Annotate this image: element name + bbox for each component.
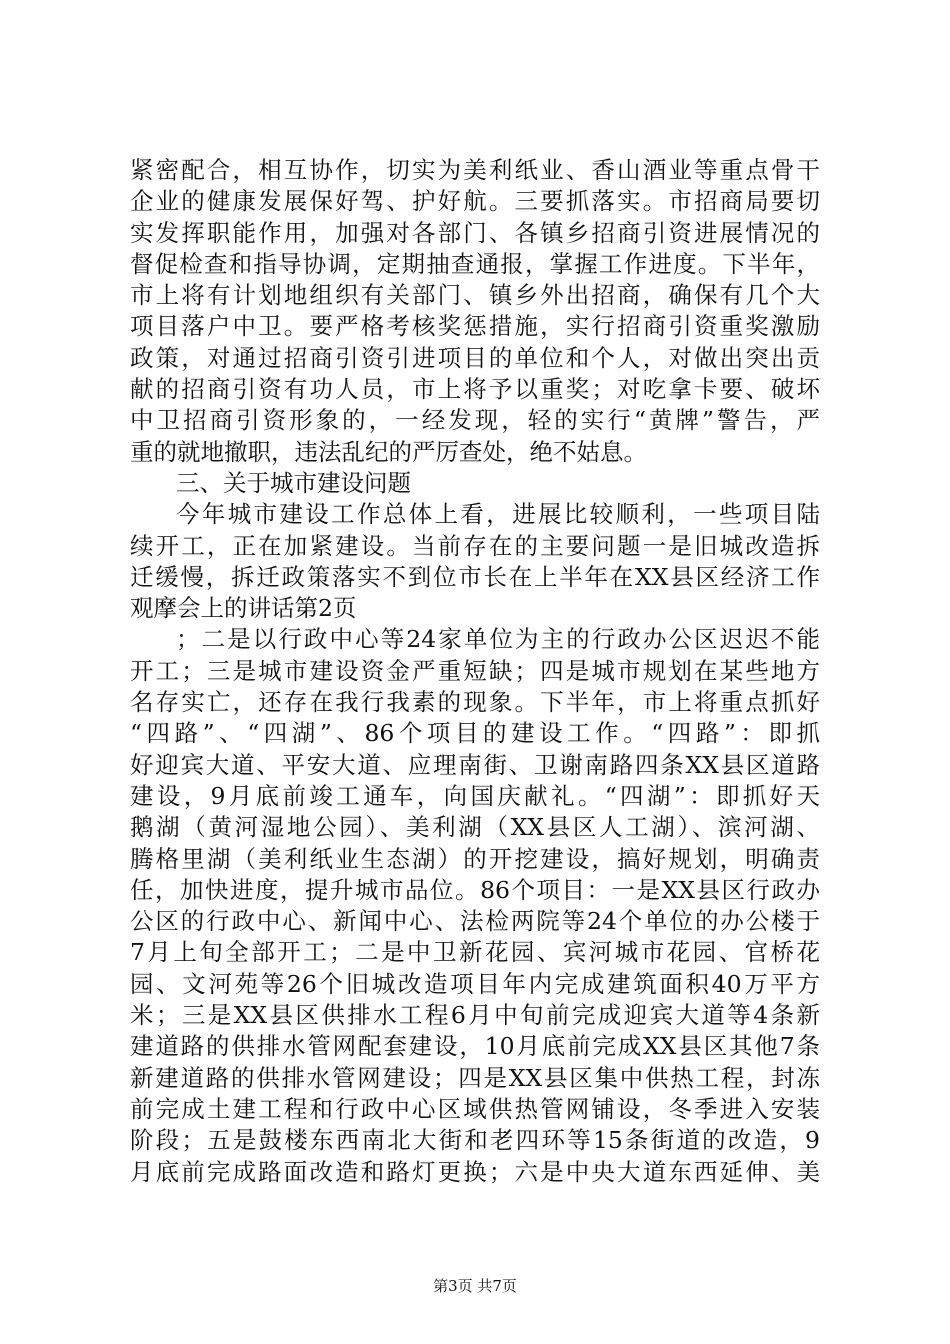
text-line: 任，加快进度，提升城市品位。86个项目：一是XX县区行政办 bbox=[130, 875, 820, 904]
text-line: ；二是以行政中心等24家单位为主的行政办公区迟迟不能 bbox=[176, 625, 820, 654]
text-line: 献的招商引资有功人员，市上将予以重奖；对吃拿卡要、破坏 bbox=[130, 375, 820, 404]
text-line: 紧密配合，相互协作，切实为美利纸业、香山酒业等重点骨干 bbox=[130, 156, 820, 184]
text-line: 7月上旬全部开工；二是中卫新花园、宾河城市花园、官桥花 bbox=[130, 938, 820, 967]
text-line: 月底前完成路面改造和路灯更换；六是中央大道东西延伸、美 bbox=[130, 1157, 820, 1186]
text-line: 好迎宾大道、平安大道、应理南街、卫谢南路四条XX县区道路 bbox=[130, 750, 820, 779]
text-line: 迁缓慢，拆迁政策落实不到位市长在上半年在XX县区经济工作 bbox=[130, 562, 820, 591]
text-line: 名存实亡，还存在我行我素的现象。下半年，市上将重点抓好 bbox=[130, 688, 820, 717]
text-line: 项目落户中卫。要严格考核奖惩措施，实行招商引资重奖激励 bbox=[130, 312, 820, 341]
text-line: 阶段；五是鼓楼东西南北大街和老四环等15条街道的改造，9 bbox=[130, 1126, 820, 1155]
page-footer: 第3页 共7页 bbox=[433, 1277, 517, 1295]
text-line: 建设，9月底前竣工通车，向国庆献礼。“四湖”：即抓好天 bbox=[130, 781, 820, 810]
text-line: 督促检查和指导协调，定期抽查通报，掌握工作进度。下半年， bbox=[130, 249, 820, 278]
text-line: 政策，对通过招商引资引进项目的单位和个人，对做出突出贡 bbox=[130, 343, 820, 372]
text-line: 米；三是XX县区供排水工程6月中旬前完成迎宾大道等4条新 bbox=[130, 1001, 820, 1030]
text-line: 前完成土建工程和行政中心区域供热管网铺设，冬季进入安装 bbox=[130, 1094, 820, 1123]
text-line: 实发挥职能作用，加强对各部门、各镇乡招商引资进展情况的 bbox=[130, 218, 820, 247]
text-line: 观摩会上的讲话第2页 bbox=[130, 594, 357, 623]
text-line: 企业的健康发展保好驾、护好航。三要抓落实。市招商局要切 bbox=[130, 187, 820, 216]
text-line: 腾格里湖（美利纸业生态湖）的开挖建设，搞好规划，明确责 bbox=[130, 844, 820, 873]
text-line: 建道路的供排水管网配套建设，10月底前完成XX县区其他7条 bbox=[130, 1032, 820, 1061]
text-line: 中卫招商引资形象的，一经发现，轻的实行“黄牌”警告，严 bbox=[130, 406, 820, 435]
text-line: 续开工，正在加紧建设。当前存在的主要问题一是旧城改造拆 bbox=[130, 531, 820, 560]
text-line: 今年城市建设工作总体上看，进展比较顺利，一些项目陆 bbox=[176, 500, 820, 529]
text-line: 公区的行政中心、新闻中心、法检两院等24个单位的办公楼于 bbox=[130, 907, 820, 936]
text-line: 市上将有计划地组织有关部门、镇乡外出招商，确保有几个大 bbox=[130, 281, 820, 310]
text-line: 重的就地撤职，违法乱纪的严厉查处，绝不姑息。 bbox=[130, 437, 647, 466]
text-line: 开工；三是城市建设资金严重短缺；四是城市规划在某些地方 bbox=[130, 656, 820, 685]
text-line: “四路”、“四湖”、86个项目的建设工作。“四路”：即抓 bbox=[130, 719, 820, 748]
text-line: 园、文河苑等26个旧城改造项目年内完成建筑面积40万平方 bbox=[130, 969, 820, 998]
text-line: 鹅湖（黄河湿地公园）、美利湖（XX县区人工湖）、滨河湖、 bbox=[130, 813, 820, 842]
text-line: 新建道路的供排水管网建设；四是XX县区集中供热工程，封冻 bbox=[130, 1063, 820, 1092]
document-body bbox=[130, 155, 820, 1188]
text-line: 三、关于城市建设问题 bbox=[176, 468, 411, 497]
